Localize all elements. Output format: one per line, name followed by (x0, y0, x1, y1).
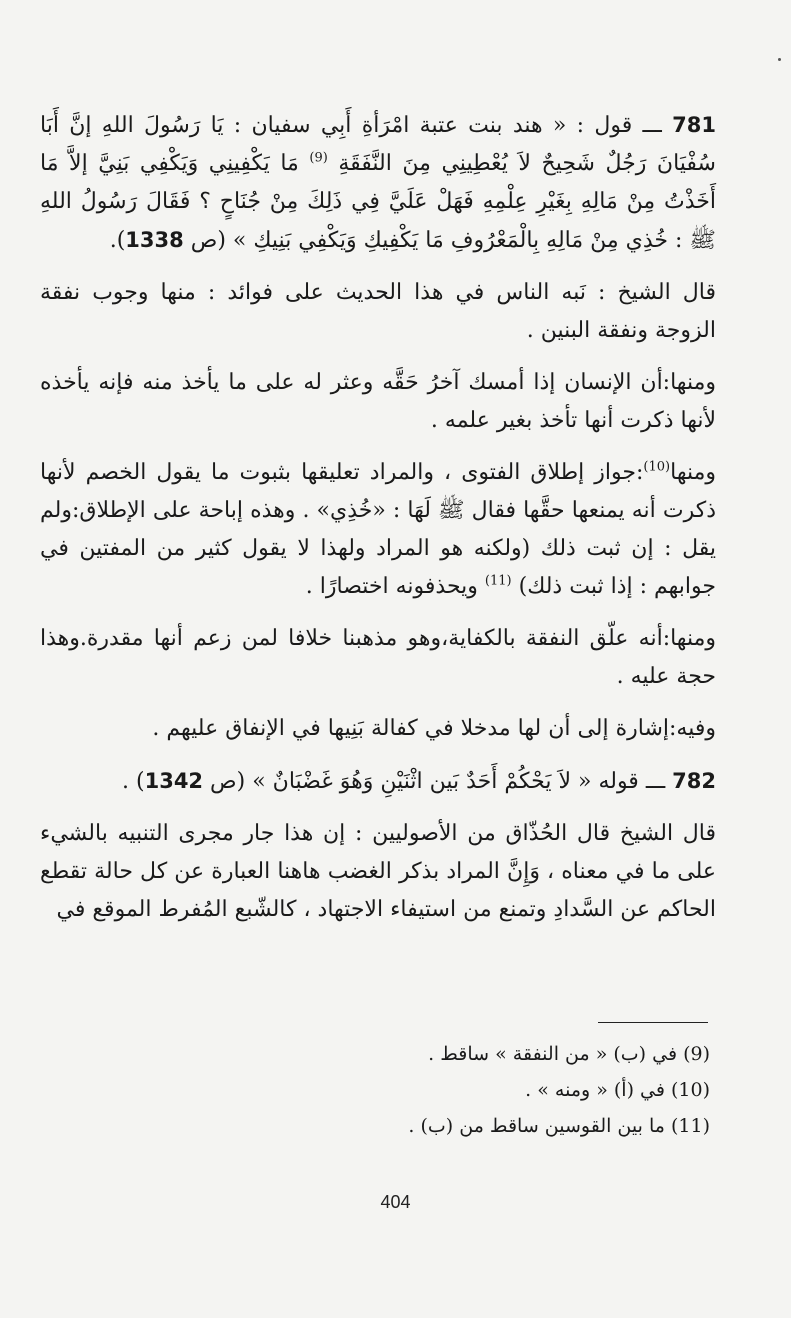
entry-text-end: ). (109, 228, 126, 253)
entry-number: 782 (672, 769, 716, 793)
entry-text-end: ) . (122, 769, 145, 794)
entry-text: ـــ قوله « لاَ يَحْكُمْ أَحَدٌ بَين اثْنَيْنِ وَهُوَ غَضْبَانٌ » (ص (210, 769, 666, 794)
entry-text: ـــ قول : « هند بنت عتبة امْرَأةِ أَبِي سفيان : يَا رَسُولَ اللهِ إنَّ أَبَا سُفْيَانَ رَجُلٌ شَحِيحٌ لاَ يُعْطِينِي مِنَ النَّفَقَةِ (40, 113, 716, 176)
paragraph-text: ويحذفونه اختصارًا . (305, 574, 478, 599)
footnote: (10) في (أ) « ومنه » . (525, 1079, 710, 1101)
paragraph: قال الشيخ : نَبه الناس في هذا الحديث على فوائد : منها وجوب نفقة الزوجة ونفقة البنين . (40, 280, 716, 343)
entry-text: مَا يَكْفِينِي وَيَكْفِي بَنِيَّ إلاَّ مَا أَخَذْتُ مِنْ مَالِهِ بِغَيْرِ عِلْمِهِ فَهَلْ عَلَيَّ فِي ذَلِكَ مِنْ جُنَاحٍ ؟ فَقَالَ رَسُولُ اللهِ ﷺ : خُذِي مِنْ مَالِهِ بِالْمَعْرُوفِ مَا يَكْفِيكِ وَيَكْفِي بَنِيكِ » (ص (40, 151, 716, 253)
page-ref: 1338 (125, 228, 184, 252)
footnote: (11) ما بين القوسين ساقط من (ب) . (408, 1115, 710, 1137)
footnote-ref: (11) (484, 573, 512, 589)
speck-mark (778, 58, 781, 61)
paragraph: قال الشيخ قال الحُذّاق من الأصوليين : إن هذا جار مجرى التنبيه بالشيء على ما في معناه ، وَإِنَّ المراد بذكر الغضب هاهنا العبارة عن كل حالة تقطع الحاكم عن السَّدادِ وتمنع من استيفاء الاجتهاد ، كالشّبع المُفرط الموقع في (40, 821, 716, 922)
paragraph: وفيه:إشارة إلى أن لها مدخلا في كفالة بَنِيها في الإنفاق عليهم . (152, 716, 716, 741)
footnote-ref: (9) (309, 150, 328, 166)
paragraph-text: ومنها (670, 460, 716, 485)
footnote-ref: (10) (643, 459, 671, 475)
entry-number: 781 (672, 113, 716, 137)
footnote-divider (598, 1022, 708, 1023)
paragraph (40, 454, 716, 606)
paragraph-text: :جواز إطلاق الفتوى ، والمراد تعليقها بثبوت ما يقول الخصم لأنها ذكرت أنه يمنعها حقَّها فقال ﷺ لَهَا : «خُذِي» . وهذه إباحة على الإطلاق:ولم يقل : إن ثبت ذلك (ولكنه هو المراد ولهذا لا يقول كثير من المفتين في جوابهم : إذا ثبت ذلك) (40, 460, 716, 599)
entry-781 (40, 106, 716, 260)
paragraph: ومنها:أنه علّق النفقة بالكفاية،وهو مذهبنا خلافا لمن زعم أنها مقدرة.وهذا حجة عليه . (40, 626, 716, 689)
paragraph: ومنها:أن الإنسان إذا أمسك آخرُ حَقَّه وعثر له على ما يأخذ منه فإنه يأخذه لأنها ذكرت أنها تأخذ بغير علمه . (40, 370, 716, 433)
footnotes (300, 1036, 710, 1144)
footnote: (9) في (ب) « من النفقة » ساقط . (428, 1043, 710, 1065)
entry-782 (40, 762, 716, 801)
main-text (40, 106, 716, 943)
page-ref: 1342 (144, 769, 204, 793)
page-number: 404 (380, 1192, 411, 1212)
